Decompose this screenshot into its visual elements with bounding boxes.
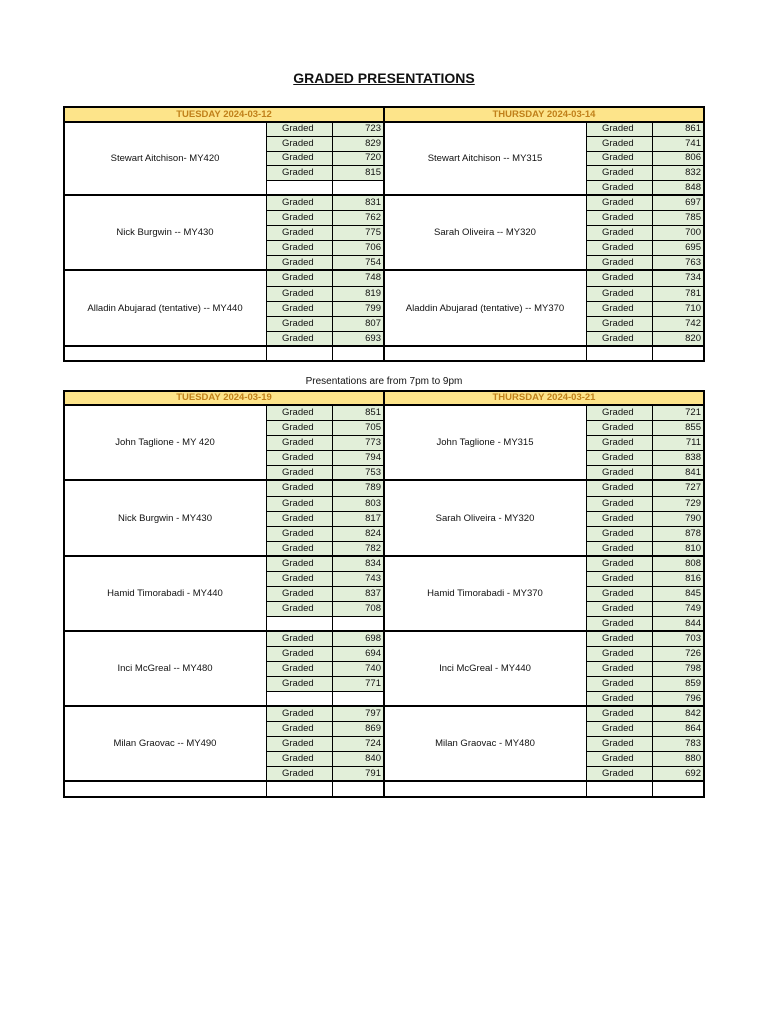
- status-cell: Graded: [266, 151, 332, 165]
- grid-line: [266, 435, 384, 436]
- status-cell: [266, 616, 332, 631]
- status-cell: Graded: [586, 450, 652, 465]
- status-cell: Graded: [586, 301, 652, 316]
- status-cell: Graded: [266, 601, 332, 616]
- grid-line: [586, 601, 704, 602]
- score-cell: 808: [652, 556, 704, 571]
- score-cell: 864: [652, 721, 704, 736]
- status-cell: [266, 180, 332, 195]
- status-cell: Graded: [586, 571, 652, 586]
- day-header-left: TUESDAY 2024-03-19: [64, 391, 384, 405]
- grid-line: [63, 107, 65, 361]
- grid-line: [266, 601, 384, 602]
- status-cell: Graded: [266, 195, 332, 210]
- status-cell: Graded: [586, 556, 652, 571]
- presenter-name: Alladin Abujarad (tentative) -- MY440: [87, 302, 243, 314]
- presenter-name: Sarah Oliveira -- MY320: [434, 227, 536, 238]
- status-cell: Graded: [586, 405, 652, 420]
- score-cell: 841: [652, 465, 704, 480]
- score-cell: 726: [652, 646, 704, 661]
- grid-line: [586, 331, 704, 332]
- score-cell: 803: [332, 496, 384, 511]
- score-cell: 754: [332, 255, 384, 270]
- score-cell: 790: [652, 511, 704, 526]
- grid-line: [586, 225, 704, 226]
- status-cell: Graded: [586, 195, 652, 210]
- grid-line: [266, 450, 384, 451]
- status-cell: Graded: [266, 586, 332, 601]
- status-cell: Graded: [586, 691, 652, 706]
- status-cell: Graded: [266, 270, 332, 286]
- presenter-name: Sarah Oliveira - MY320: [435, 512, 535, 524]
- grid-line: [586, 646, 704, 647]
- grid-line: [63, 796, 705, 798]
- score-cell: 700: [652, 225, 704, 240]
- score-cell: 721: [652, 405, 704, 420]
- grid-line: [586, 541, 704, 542]
- schedule-note: Presentations are from 7pm to 9pm: [305, 376, 463, 387]
- score-cell: 753: [332, 465, 384, 480]
- grid-line: [266, 465, 384, 466]
- grid-line: [586, 286, 704, 287]
- score-cell: 816: [652, 571, 704, 586]
- grid-line: [266, 331, 384, 332]
- score-cell: 783: [652, 736, 704, 751]
- status-cell: Graded: [586, 136, 652, 151]
- status-cell: Graded: [266, 571, 332, 586]
- score-cell: 741: [652, 136, 704, 151]
- status-cell: Graded: [586, 435, 652, 450]
- grid-line: [586, 736, 704, 737]
- score-cell: 703: [652, 631, 704, 646]
- status-cell: Graded: [266, 165, 332, 180]
- status-cell: Graded: [586, 180, 652, 195]
- status-cell: Graded: [266, 661, 332, 676]
- grid-line: [586, 616, 704, 617]
- grid-line: [266, 240, 384, 241]
- presenter-name: Hamid Timorabadi - MY370: [427, 588, 543, 599]
- grid-line: [266, 180, 384, 181]
- score-cell: 782: [332, 541, 384, 556]
- status-cell: Graded: [586, 165, 652, 180]
- grid-line: [586, 255, 704, 256]
- grid-line: [586, 301, 704, 302]
- grid-line: [63, 360, 705, 362]
- score-cell: 861: [652, 122, 704, 136]
- grid-line: [63, 391, 65, 797]
- score-cell: [332, 180, 384, 195]
- grid-line: [266, 511, 384, 512]
- presenter-name: Stewart Aitchison- MY420: [110, 153, 220, 164]
- grid-line: [266, 136, 384, 137]
- grid-line: [266, 676, 384, 677]
- score-cell: 749: [652, 601, 704, 616]
- score-cell: 723: [332, 122, 384, 136]
- presenter-name: Hamid Timorabadi - MY440: [107, 588, 223, 599]
- score-cell: 773: [332, 435, 384, 450]
- grid-line: [586, 210, 704, 211]
- status-cell: Graded: [586, 496, 652, 511]
- grid-line: [266, 496, 384, 497]
- grid-line: [266, 316, 384, 317]
- status-cell: Graded: [586, 210, 652, 225]
- score-cell: 694: [332, 646, 384, 661]
- score-cell: 799: [332, 301, 384, 316]
- status-cell: Graded: [266, 465, 332, 480]
- grid-line: [266, 751, 384, 752]
- grid-line: [586, 526, 704, 527]
- score-cell: 720: [332, 151, 384, 165]
- grid-line: [586, 122, 587, 361]
- score-cell: 785: [652, 210, 704, 225]
- grid-line: [586, 766, 704, 767]
- grid-line: [63, 404, 705, 406]
- presenter-name: Aladdin Abujarad (tentative) -- MY370: [405, 302, 565, 314]
- score-cell: 763: [652, 255, 704, 270]
- score-cell: 878: [652, 526, 704, 541]
- grid-line: [586, 586, 704, 587]
- status-cell: Graded: [266, 480, 332, 496]
- score-cell: 706: [332, 240, 384, 255]
- status-cell: Graded: [586, 480, 652, 496]
- presenter-name: Inci McGreal -- MY480: [117, 663, 213, 674]
- status-cell: Graded: [586, 706, 652, 721]
- score-cell: 797: [332, 706, 384, 721]
- status-cell: Graded: [266, 286, 332, 301]
- status-cell: Graded: [266, 210, 332, 225]
- presenter-name: Milan Graovac -- MY490: [113, 738, 217, 749]
- score-cell: 834: [332, 556, 384, 571]
- grid-line: [586, 450, 704, 451]
- status-cell: Graded: [586, 270, 652, 286]
- score-cell: 840: [332, 751, 384, 766]
- grid-line: [703, 107, 705, 361]
- grid-line: [586, 751, 704, 752]
- grid-line: [586, 676, 704, 677]
- grid-line: [63, 269, 705, 271]
- presenter-name: John Taglione - MY 420: [115, 437, 215, 448]
- grid-line: [586, 151, 704, 152]
- grid-line: [63, 345, 705, 347]
- score-cell: 810: [652, 541, 704, 556]
- status-cell: Graded: [266, 541, 332, 556]
- status-cell: Graded: [586, 331, 652, 346]
- status-cell: Graded: [586, 465, 652, 480]
- score-cell: 727: [652, 480, 704, 496]
- status-cell: Graded: [586, 225, 652, 240]
- grid-line: [266, 122, 267, 361]
- presenter-name: Milan Graovac - MY480: [435, 738, 535, 749]
- score-cell: 845: [652, 586, 704, 601]
- grid-line: [63, 194, 705, 196]
- score-cell: 711: [652, 435, 704, 450]
- grid-line: [63, 121, 705, 123]
- grid-line: [586, 420, 704, 421]
- grid-line: [63, 390, 705, 392]
- score-cell: 743: [332, 571, 384, 586]
- score-cell: 869: [332, 721, 384, 736]
- grid-line: [63, 630, 705, 632]
- status-cell: Graded: [586, 751, 652, 766]
- score-cell: 695: [652, 240, 704, 255]
- status-cell: Graded: [266, 316, 332, 331]
- score-cell: 880: [652, 751, 704, 766]
- presenter-name: Nick Burgwin -- MY430: [116, 227, 214, 238]
- grid-line: [586, 571, 704, 572]
- grid-line: [586, 180, 704, 181]
- presenter-name: John Taglione - MY315: [436, 437, 534, 448]
- grid-line: [586, 661, 704, 662]
- status-cell: Graded: [266, 766, 332, 781]
- grid-line: [586, 136, 704, 137]
- score-cell: 791: [332, 766, 384, 781]
- score-cell: 807: [332, 316, 384, 331]
- score-cell: 837: [332, 586, 384, 601]
- status-cell: Graded: [586, 736, 652, 751]
- score-cell: 848: [652, 180, 704, 195]
- status-cell: Graded: [586, 721, 652, 736]
- presenter-name: Stewart Aitchison -- MY315: [427, 153, 543, 164]
- score-cell: 838: [652, 450, 704, 465]
- score-cell: 851: [332, 405, 384, 420]
- status-cell: Graded: [586, 541, 652, 556]
- score-cell: 855: [652, 420, 704, 435]
- score-cell: 817: [332, 511, 384, 526]
- grid-line: [266, 766, 384, 767]
- score-cell: 693: [332, 331, 384, 346]
- score-cell: 742: [652, 316, 704, 331]
- score-cell: 824: [332, 526, 384, 541]
- grid-line: [586, 496, 704, 497]
- status-cell: Graded: [586, 646, 652, 661]
- day-header-right: THURSDAY 2024-03-14: [384, 107, 704, 122]
- grid-line: [63, 479, 705, 481]
- status-cell: Graded: [266, 405, 332, 420]
- score-cell: 798: [652, 661, 704, 676]
- score-cell: 771: [332, 676, 384, 691]
- status-cell: Graded: [586, 511, 652, 526]
- status-cell: Graded: [266, 225, 332, 240]
- score-cell: 832: [652, 165, 704, 180]
- score-cell: 844: [652, 616, 704, 631]
- score-cell: 819: [332, 286, 384, 301]
- score-cell: 829: [332, 136, 384, 151]
- grid-line: [266, 151, 384, 152]
- presenter-name: Inci McGreal - MY440: [439, 663, 531, 674]
- status-cell: Graded: [266, 511, 332, 526]
- score-cell: 740: [332, 661, 384, 676]
- grid-line: [586, 165, 704, 166]
- score-cell: 781: [652, 286, 704, 301]
- grid-line: [383, 107, 385, 361]
- grid-line: [266, 691, 384, 692]
- status-cell: Graded: [266, 706, 332, 721]
- score-cell: 842: [652, 706, 704, 721]
- grid-line: [266, 286, 384, 287]
- status-cell: Graded: [586, 676, 652, 691]
- score-cell: 820: [652, 331, 704, 346]
- grid-line: [266, 255, 384, 256]
- score-cell: 724: [332, 736, 384, 751]
- grid-line: [266, 721, 384, 722]
- grid-line: [63, 555, 705, 557]
- score-cell: 831: [332, 195, 384, 210]
- status-cell: Graded: [586, 616, 652, 631]
- status-cell: Graded: [266, 122, 332, 136]
- score-cell: 859: [652, 676, 704, 691]
- status-cell: Graded: [266, 556, 332, 571]
- grid-line: [266, 541, 384, 542]
- score-cell: 789: [332, 480, 384, 496]
- status-cell: Graded: [266, 496, 332, 511]
- status-cell: Graded: [586, 122, 652, 136]
- status-cell: Graded: [266, 331, 332, 346]
- grid-line: [266, 165, 384, 166]
- score-cell: 762: [332, 210, 384, 225]
- score-cell: 708: [332, 601, 384, 616]
- status-cell: Graded: [266, 646, 332, 661]
- status-cell: Graded: [586, 316, 652, 331]
- page-title: GRADED PRESENTATIONS: [293, 70, 475, 86]
- score-cell: 806: [652, 151, 704, 165]
- score-cell: 729: [652, 496, 704, 511]
- grid-line: [332, 122, 333, 361]
- status-cell: Graded: [266, 526, 332, 541]
- status-cell: Graded: [266, 255, 332, 270]
- grid-line: [586, 511, 704, 512]
- status-cell: Graded: [586, 286, 652, 301]
- score-cell: 734: [652, 270, 704, 286]
- status-cell: [266, 691, 332, 706]
- status-cell: Graded: [586, 661, 652, 676]
- status-cell: Graded: [266, 721, 332, 736]
- grid-line: [266, 646, 384, 647]
- status-cell: Graded: [586, 420, 652, 435]
- status-cell: Graded: [266, 136, 332, 151]
- grid-line: [586, 691, 704, 692]
- status-cell: Graded: [586, 601, 652, 616]
- grid-line: [63, 780, 705, 782]
- day-header-right: THURSDAY 2024-03-21: [384, 391, 704, 405]
- score-cell: 794: [332, 450, 384, 465]
- grid-line: [586, 465, 704, 466]
- status-cell: Graded: [266, 240, 332, 255]
- score-cell: [332, 691, 384, 706]
- status-cell: Graded: [266, 736, 332, 751]
- grid-line: [266, 586, 384, 587]
- grid-line: [586, 316, 704, 317]
- status-cell: Graded: [586, 631, 652, 646]
- status-cell: Graded: [586, 240, 652, 255]
- day-header-left: TUESDAY 2024-03-12: [64, 107, 384, 122]
- score-cell: [332, 616, 384, 631]
- status-cell: Graded: [266, 676, 332, 691]
- grid-line: [266, 661, 384, 662]
- grid-line: [586, 240, 704, 241]
- grid-line: [266, 420, 384, 421]
- score-cell: 705: [332, 420, 384, 435]
- status-cell: Graded: [586, 586, 652, 601]
- score-cell: 748: [332, 270, 384, 286]
- grid-line: [266, 736, 384, 737]
- status-cell: Graded: [266, 631, 332, 646]
- grid-line: [266, 571, 384, 572]
- score-cell: 710: [652, 301, 704, 316]
- score-cell: 775: [332, 225, 384, 240]
- status-cell: Graded: [266, 301, 332, 316]
- score-cell: 698: [332, 631, 384, 646]
- score-cell: 796: [652, 691, 704, 706]
- score-cell: 697: [652, 195, 704, 210]
- score-cell: 692: [652, 766, 704, 781]
- status-cell: Graded: [586, 151, 652, 165]
- grid-line: [266, 225, 384, 226]
- grid-line: [266, 616, 384, 617]
- status-cell: Graded: [266, 751, 332, 766]
- score-cell: 815: [332, 165, 384, 180]
- status-cell: Graded: [586, 766, 652, 781]
- grid-line: [266, 301, 384, 302]
- grid-line: [63, 106, 705, 108]
- grid-line: [586, 721, 704, 722]
- grid-line: [266, 210, 384, 211]
- grid-line: [63, 705, 705, 707]
- status-cell: Graded: [266, 435, 332, 450]
- presenter-name: Nick Burgwin - MY430: [118, 512, 212, 524]
- grid-line: [652, 122, 653, 361]
- status-cell: Graded: [266, 450, 332, 465]
- grid-line: [266, 526, 384, 527]
- status-cell: Graded: [266, 420, 332, 435]
- grid-line: [586, 435, 704, 436]
- status-cell: Graded: [586, 526, 652, 541]
- status-cell: Graded: [586, 255, 652, 270]
